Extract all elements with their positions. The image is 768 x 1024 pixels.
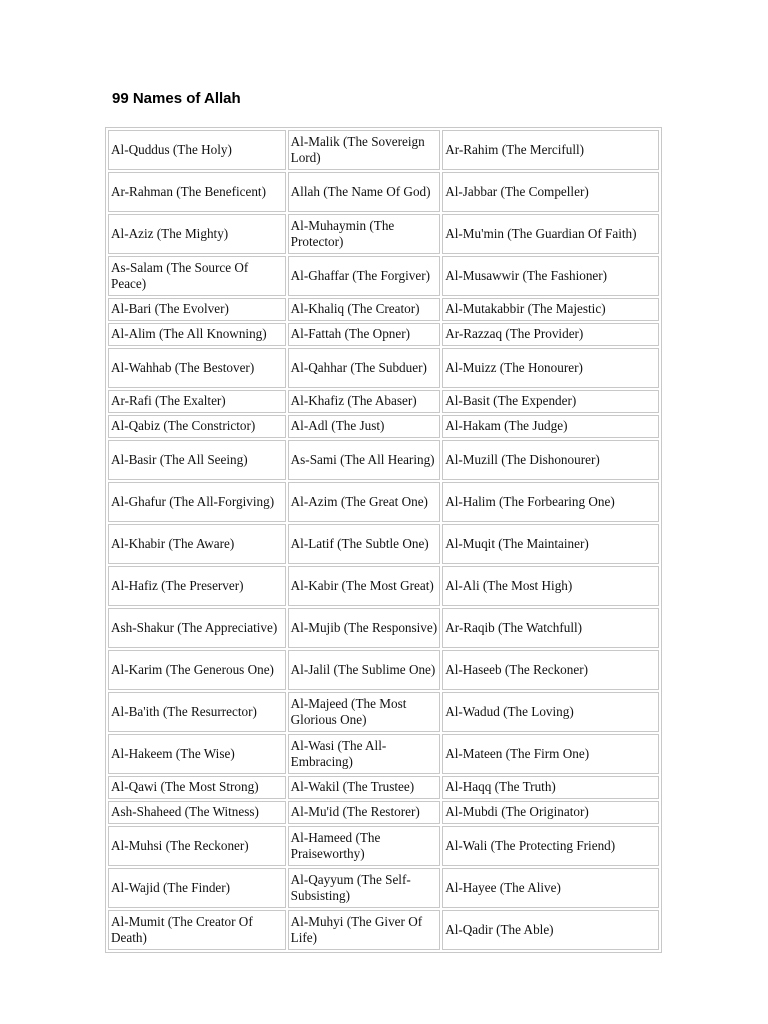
- table-row: [108, 650, 659, 690]
- table-row: [108, 608, 659, 648]
- table-cell: Al-Wajid (The Finder): [108, 868, 286, 908]
- table-cell: Al-Muhaymin (The Protector): [288, 214, 441, 254]
- table-cell: Ash-Shakur (The Appreciative): [108, 608, 286, 648]
- table-cell: Al-Muqit (The Maintainer): [442, 524, 659, 564]
- table-cell: Al-Wali (The Protecting Friend): [442, 826, 659, 866]
- table-cell: Ar-Raqib (The Watchfull): [442, 608, 659, 648]
- table-cell: Al-Wadud (The Loving): [442, 692, 659, 732]
- table-row: [108, 776, 659, 799]
- table-cell: Al-Karim (The Generous One): [108, 650, 286, 690]
- table-cell: Al-Hayee (The Alive): [442, 868, 659, 908]
- table-cell: Al-Wahhab (The Bestover): [108, 348, 286, 388]
- table-cell: Al-Khafiz (The Abaser): [288, 390, 441, 413]
- table-cell: Al-Muizz (The Honourer): [442, 348, 659, 388]
- table-cell: Al-Basir (The All Seeing): [108, 440, 286, 480]
- table-row: [108, 298, 659, 321]
- table-cell: Al-Mutakabbir (The Majestic): [442, 298, 659, 321]
- table-row: [108, 130, 659, 170]
- table-cell: Al-Qabiz (The Constrictor): [108, 415, 286, 438]
- table-cell: Al-Muhsi (The Reckoner): [108, 826, 286, 866]
- table-cell: Al-Bari (The Evolver): [108, 298, 286, 321]
- table-cell: Al-Aziz (The Mighty): [108, 214, 286, 254]
- table-cell: Al-Muzill (The Dishonourer): [442, 440, 659, 480]
- table-cell: Al-Hameed (The Praiseworthy): [288, 826, 441, 866]
- table-cell: Al-Wasi (The All-Embracing): [288, 734, 441, 774]
- table-row: [108, 734, 659, 774]
- table-cell: As-Salam (The Source Of Peace): [108, 256, 286, 296]
- table-cell: Al-Mumit (The Creator Of Death): [108, 910, 286, 950]
- table-cell: Al-Azim (The Great One): [288, 482, 441, 522]
- table-cell: Al-Jalil (The Sublime One): [288, 650, 441, 690]
- table-cell: Al-Hafiz (The Preserver): [108, 566, 286, 606]
- table-cell: Al-Halim (The Forbearing One): [442, 482, 659, 522]
- table-row: [108, 692, 659, 732]
- table-cell: Al-Jabbar (The Compeller): [442, 172, 659, 212]
- table-cell: Al-Latif (The Subtle One): [288, 524, 441, 564]
- table-cell: Al-Musawwir (The Fashioner): [442, 256, 659, 296]
- names-table-body: [108, 130, 659, 950]
- table-cell: Al-Khaliq (The Creator): [288, 298, 441, 321]
- table-row: [108, 566, 659, 606]
- table-cell: Al-Haqq (The Truth): [442, 776, 659, 799]
- table-row: [108, 868, 659, 908]
- table-cell: Al-Qayyum (The Self-Subsisting): [288, 868, 441, 908]
- table-row: [108, 323, 659, 346]
- table-cell: Al-Basit (The Expender): [442, 390, 659, 413]
- table-row: [108, 256, 659, 296]
- table-cell: Al-Khabir (The Aware): [108, 524, 286, 564]
- table-cell: Al-Kabir (The Most Great): [288, 566, 441, 606]
- table-cell: Al-Ghafur (The All-Forgiving): [108, 482, 286, 522]
- table-cell: Al-Muhyi (The Giver Of Life): [288, 910, 441, 950]
- table-cell: Al-Mateen (The Firm One): [442, 734, 659, 774]
- table-cell: Al-Mujib (The Responsive): [288, 608, 441, 648]
- table-row: [108, 440, 659, 480]
- table-cell: Al-Hakeem (The Wise): [108, 734, 286, 774]
- table-cell: Al-Ali (The Most High): [442, 566, 659, 606]
- table-cell: Al-Quddus (The Holy): [108, 130, 286, 170]
- table-cell: Al-Majeed (The Most Glorious One): [288, 692, 441, 732]
- table-cell: Al-Qahhar (The Subduer): [288, 348, 441, 388]
- table-cell: Allah (The Name Of God): [288, 172, 441, 212]
- table-cell: Al-Wakil (The Trustee): [288, 776, 441, 799]
- table-cell: Al-Hakam (The Judge): [442, 415, 659, 438]
- table-row: [108, 524, 659, 564]
- table-cell: Al-Qadir (The Able): [442, 910, 659, 950]
- table-row: [108, 390, 659, 413]
- table-cell: Al-Mu'min (The Guardian Of Faith): [442, 214, 659, 254]
- table-cell: Ar-Razzaq (The Provider): [442, 323, 659, 346]
- table-cell: Al-Ba'ith (The Resurrector): [108, 692, 286, 732]
- table-row: [108, 214, 659, 254]
- table-cell: Ar-Rahman (The Beneficent): [108, 172, 286, 212]
- table-cell: Al-Adl (The Just): [288, 415, 441, 438]
- table-cell: Al-Haseeb (The Reckoner): [442, 650, 659, 690]
- table-cell: Al-Mubdi (The Originator): [442, 801, 659, 824]
- table-cell: Al-Mu'id (The Restorer): [288, 801, 441, 824]
- names-table: [105, 127, 662, 953]
- table-row: [108, 348, 659, 388]
- table-cell: Al-Fattah (The Opner): [288, 323, 441, 346]
- table-cell: Ash-Shaheed (The Witness): [108, 801, 286, 824]
- table-row: [108, 415, 659, 438]
- page-title: 99 Names of Allah: [112, 90, 241, 107]
- table-cell: As-Sami (The All Hearing): [288, 440, 441, 480]
- table-cell: Al-Qawi (The Most Strong): [108, 776, 286, 799]
- table-row: [108, 801, 659, 824]
- table-row: [108, 826, 659, 866]
- table-cell: Ar-Rafi (The Exalter): [108, 390, 286, 413]
- table-cell: Al-Alim (The All Knowning): [108, 323, 286, 346]
- table-row: [108, 482, 659, 522]
- table-row: [108, 910, 659, 950]
- table-cell: Ar-Rahim (The Mercifull): [442, 130, 659, 170]
- table-cell: Al-Ghaffar (The Forgiver): [288, 256, 441, 296]
- table-cell: Al-Malik (The Sovereign Lord): [288, 130, 441, 170]
- table-row: [108, 172, 659, 212]
